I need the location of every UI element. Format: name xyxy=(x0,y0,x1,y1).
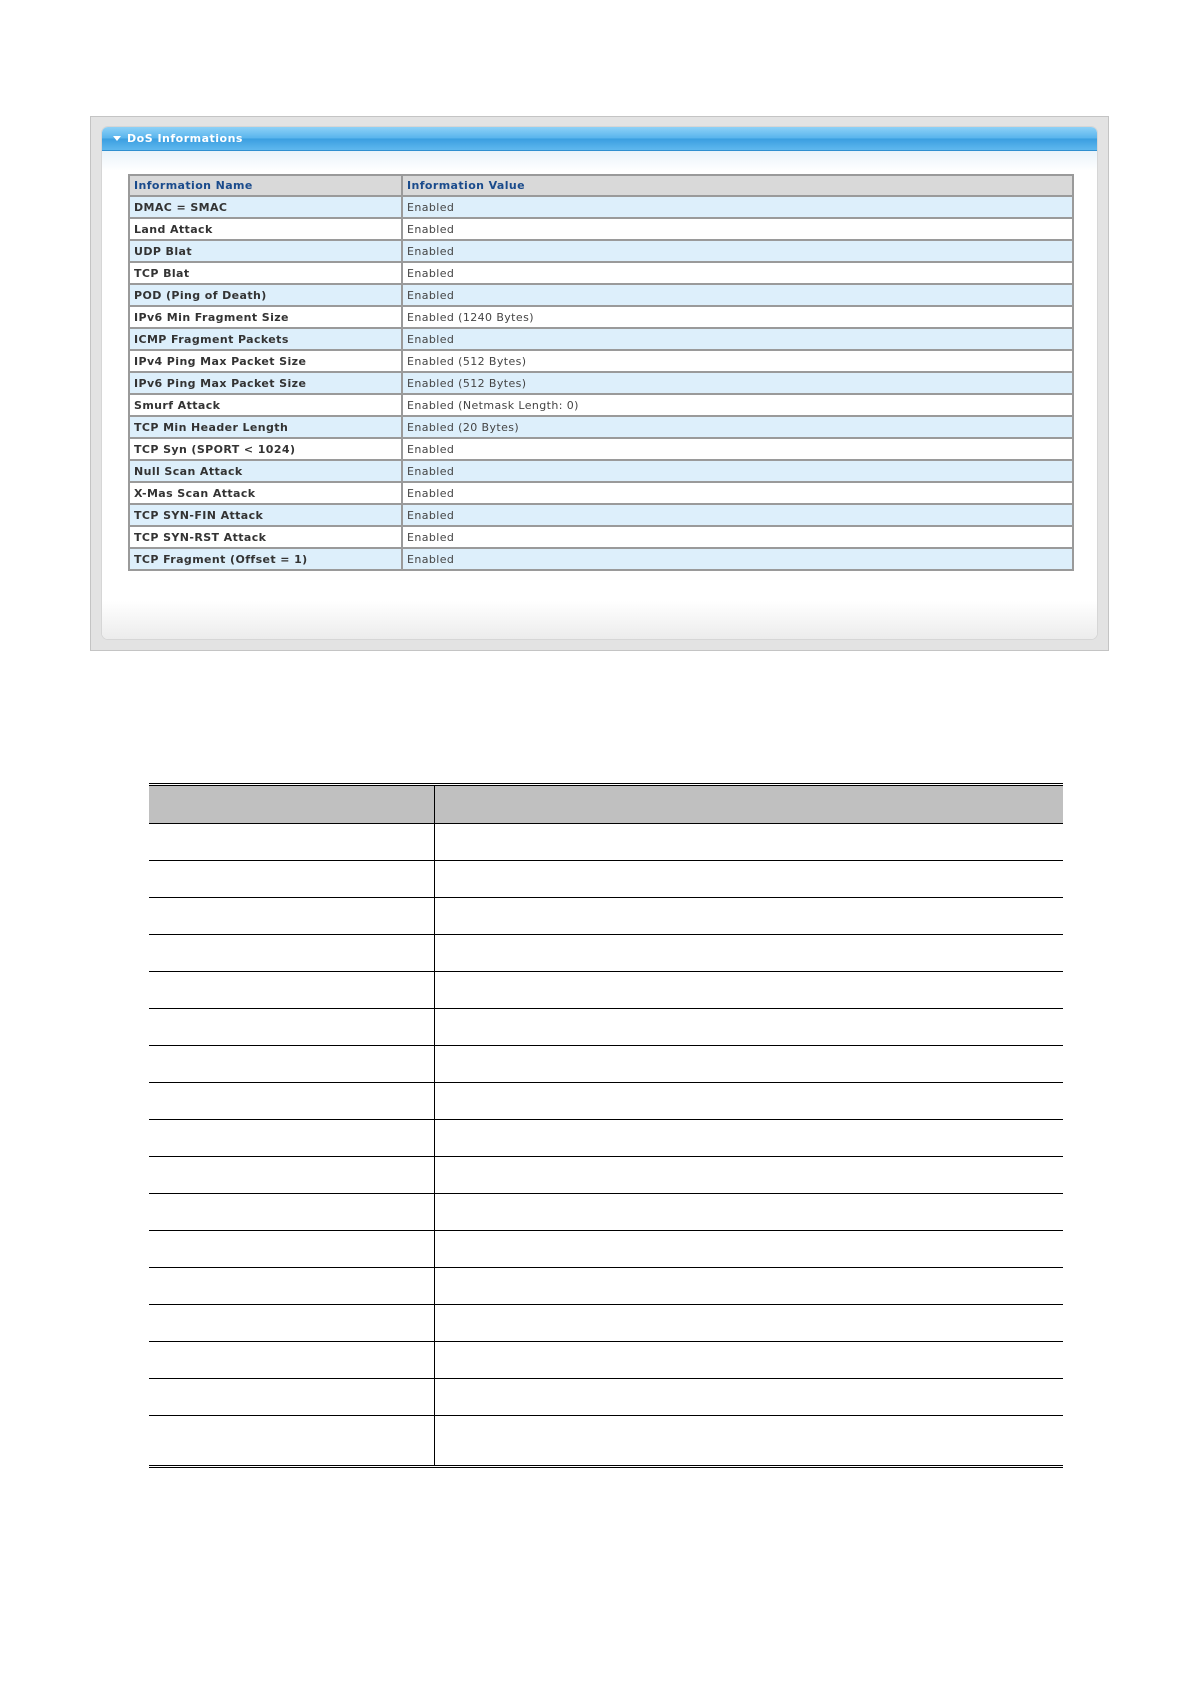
description-text-cell xyxy=(435,824,1064,861)
info-name-cell: DMAC = SMAC xyxy=(129,196,402,218)
table-row xyxy=(129,394,1073,416)
dos-informations-panel xyxy=(101,126,1098,640)
description-row xyxy=(149,1046,1063,1083)
table-row xyxy=(129,196,1073,218)
table-row xyxy=(129,262,1073,284)
info-value-cell: Enabled xyxy=(402,526,1073,548)
info-name-cell: X-Mas Scan Attack xyxy=(129,482,402,504)
description-text-cell xyxy=(435,1416,1064,1467)
info-name-cell: TCP Blat xyxy=(129,262,402,284)
description-object-cell xyxy=(149,935,435,972)
description-object-cell xyxy=(149,861,435,898)
info-value-cell: Enabled xyxy=(402,460,1073,482)
table-row xyxy=(129,240,1073,262)
description-row xyxy=(149,898,1063,935)
description-table xyxy=(149,783,1063,1468)
description-object-cell xyxy=(149,1194,435,1231)
description-header-cell-description xyxy=(435,785,1064,824)
info-name-cell: TCP SYN-RST Attack xyxy=(129,526,402,548)
table-row xyxy=(129,548,1073,570)
info-value-cell: Enabled xyxy=(402,548,1073,570)
description-text-cell xyxy=(435,898,1064,935)
description-object-cell xyxy=(149,1342,435,1379)
info-name-cell: TCP Syn (SPORT < 1024) xyxy=(129,438,402,460)
description-row xyxy=(149,1231,1063,1268)
description-text-cell xyxy=(435,861,1064,898)
column-header-value: Information Value xyxy=(402,175,1073,196)
description-object-cell xyxy=(149,1009,435,1046)
info-value-cell: Enabled xyxy=(402,504,1073,526)
description-row xyxy=(149,1194,1063,1231)
description-table-header-row xyxy=(149,785,1063,824)
description-row xyxy=(149,861,1063,898)
description-row xyxy=(149,1157,1063,1194)
description-header-cell-object xyxy=(149,785,435,824)
description-row xyxy=(149,1268,1063,1305)
description-row xyxy=(149,824,1063,861)
table-row xyxy=(129,372,1073,394)
description-row xyxy=(149,972,1063,1009)
info-value-cell: Enabled xyxy=(402,328,1073,350)
info-value-cell: Enabled (1240 Bytes) xyxy=(402,306,1073,328)
info-name-cell: ICMP Fragment Packets xyxy=(129,328,402,350)
table-row xyxy=(129,284,1073,306)
description-row xyxy=(149,1416,1063,1467)
table-row xyxy=(129,526,1073,548)
info-name-cell: Null Scan Attack xyxy=(129,460,402,482)
panel-footer xyxy=(102,601,1097,639)
info-value-cell: Enabled xyxy=(402,240,1073,262)
description-table-body xyxy=(149,785,1063,1467)
description-object-cell xyxy=(149,1046,435,1083)
description-text-cell xyxy=(435,1009,1064,1046)
table-row xyxy=(129,482,1073,504)
table-row xyxy=(129,306,1073,328)
panel-header[interactable] xyxy=(102,127,1097,151)
table-row xyxy=(129,416,1073,438)
description-row xyxy=(149,1083,1063,1120)
description-text-cell xyxy=(435,1268,1064,1305)
description-row xyxy=(149,1342,1063,1379)
description-text-cell xyxy=(435,1120,1064,1157)
panel-title: DoS Informations xyxy=(127,132,243,145)
info-name-cell: Land Attack xyxy=(129,218,402,240)
description-row xyxy=(149,935,1063,972)
dos-info-table xyxy=(128,174,1074,571)
column-header-name: Information Name xyxy=(129,175,402,196)
info-name-cell: IPv6 Min Fragment Size xyxy=(129,306,402,328)
description-object-cell xyxy=(149,1379,435,1416)
description-object-cell xyxy=(149,1157,435,1194)
info-value-cell: Enabled (512 Bytes) xyxy=(402,372,1073,394)
table-header-row xyxy=(129,175,1073,196)
description-object-cell xyxy=(149,1416,435,1467)
info-value-cell: Enabled xyxy=(402,218,1073,240)
description-object-cell xyxy=(149,1305,435,1342)
info-value-cell: Enabled xyxy=(402,262,1073,284)
info-value-cell: Enabled (512 Bytes) xyxy=(402,350,1073,372)
info-name-cell: TCP Fragment (Offset = 1) xyxy=(129,548,402,570)
info-name-cell: TCP Min Header Length xyxy=(129,416,402,438)
description-text-cell xyxy=(435,1379,1064,1416)
info-name-cell: POD (Ping of Death) xyxy=(129,284,402,306)
description-object-cell xyxy=(149,1083,435,1120)
info-value-cell: Enabled (20 Bytes) xyxy=(402,416,1073,438)
info-name-cell: IPv4 Ping Max Packet Size xyxy=(129,350,402,372)
table-row xyxy=(129,328,1073,350)
description-text-cell xyxy=(435,1157,1064,1194)
info-value-cell: Enabled (Netmask Length: 0) xyxy=(402,394,1073,416)
table-row xyxy=(129,504,1073,526)
description-text-cell xyxy=(435,1342,1064,1379)
description-row xyxy=(149,1009,1063,1046)
description-text-cell xyxy=(435,1305,1064,1342)
description-text-cell xyxy=(435,935,1064,972)
description-object-cell xyxy=(149,1268,435,1305)
info-name-cell: IPv6 Ping Max Packet Size xyxy=(129,372,402,394)
description-text-cell xyxy=(435,1046,1064,1083)
description-object-cell xyxy=(149,824,435,861)
description-row xyxy=(149,1120,1063,1157)
table-row xyxy=(129,350,1073,372)
description-row xyxy=(149,1379,1063,1416)
info-name-cell: TCP SYN-FIN Attack xyxy=(129,504,402,526)
info-value-cell: Enabled xyxy=(402,196,1073,218)
info-value-cell: Enabled xyxy=(402,482,1073,504)
description-text-cell xyxy=(435,1083,1064,1120)
description-object-cell xyxy=(149,1231,435,1268)
description-text-cell xyxy=(435,1231,1064,1268)
description-text-cell xyxy=(435,1194,1064,1231)
panel-body-shade xyxy=(102,151,1097,171)
dos-screenshot-frame xyxy=(90,116,1109,651)
info-value-cell: Enabled xyxy=(402,438,1073,460)
collapse-triangle-icon[interactable] xyxy=(113,136,121,141)
dos-table-body xyxy=(129,196,1073,570)
description-object-cell xyxy=(149,1120,435,1157)
table-row xyxy=(129,438,1073,460)
description-text-cell xyxy=(435,972,1064,1009)
table-row xyxy=(129,460,1073,482)
info-value-cell: Enabled xyxy=(402,284,1073,306)
info-name-cell: UDP Blat xyxy=(129,240,402,262)
description-object-cell xyxy=(149,972,435,1009)
table-row xyxy=(129,218,1073,240)
info-name-cell: Smurf Attack xyxy=(129,394,402,416)
description-row xyxy=(149,1305,1063,1342)
description-object-cell xyxy=(149,898,435,935)
